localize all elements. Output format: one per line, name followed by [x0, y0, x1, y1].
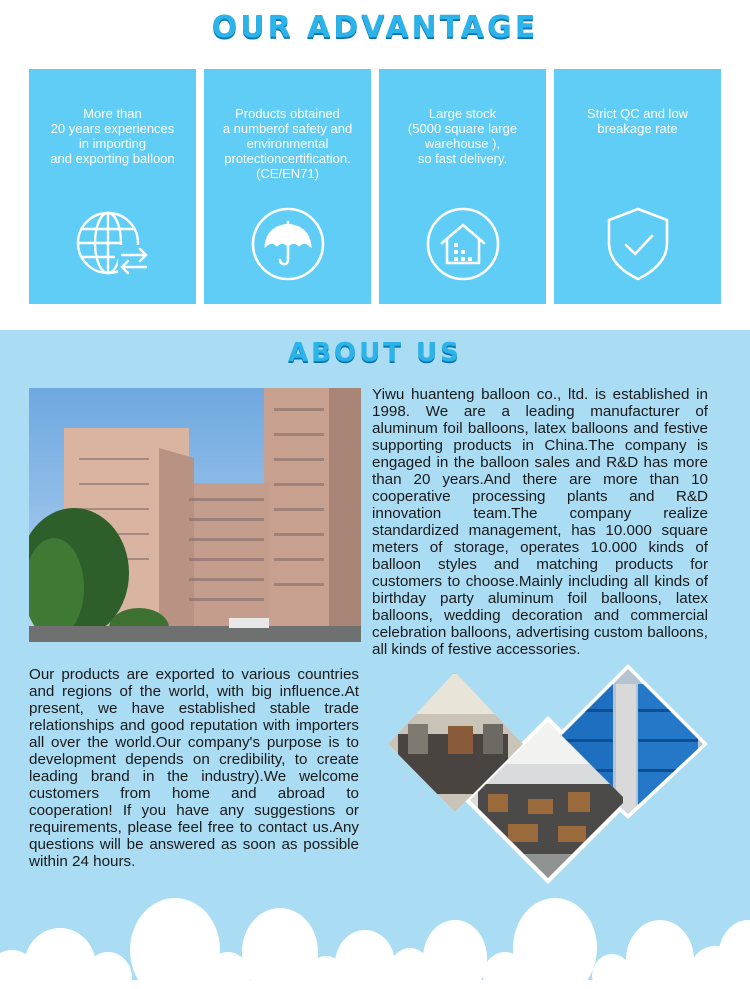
about-paragraph-2: Our products are exported to various countries and regions of the world, with big influence.At present, we have established stable trade relationships and good reputation with importers all over the world.Our company's purpose is to development depends on credibility, to create leading brand in the industry).We welcome customers from home and abroad to cooperation! If you have any suggestions or requirements, please feel free to contact us.Any questions will be answered as soon as possible within 24 hours. [29, 666, 359, 870]
factory-photo-collage [388, 664, 728, 890]
company-building-photo [29, 388, 361, 642]
about-section [0, 330, 750, 989]
advantage-card-quality [554, 69, 721, 304]
advantage-card-text: Products obtained a numberof safety and environmental protectioncertification. (CE/EN71) [222, 106, 353, 181]
umbrella-icon [249, 205, 327, 283]
advantage-card-text: More than 20 years experiences in importing and exporting balloon [50, 106, 175, 166]
advantage-card-experience [29, 69, 196, 304]
about-title: ABOUT US [288, 338, 462, 368]
cloud-decoration [0, 878, 750, 989]
warehouse-icon [424, 205, 502, 283]
about-paragraph-1: Yiwu huanteng balloon co., ltd. is established in 1998. We are a leading manufacturer of aluminum foil balloons, latex balloons and festive supporting products in China.The company is engaged in the balloon sales and R&D has more than 20 years.And there are more than 10 cooperative processing plants and R&D innovation team.The company realize standardized management, has 10.000 square meters of storage, operates 10.000 kinds of balloon styles and matching products for customers to choose.Mainly including all kinds of birthday party aluminum foil balloons, latex balloons, wedding decoration and commercial celebration balloons, advertising custom balloons, all kinds of festive accessories. [372, 386, 708, 658]
shield-check-icon [599, 205, 677, 283]
advantage-card-text: Large stock (5000 square large warehouse ), so fast delivery. [407, 106, 518, 166]
globe-exchange-icon [74, 205, 152, 283]
advantage-title: OUR ADVANTAGE [211, 10, 539, 45]
advantage-card-certification [204, 69, 371, 304]
advantage-cards [29, 69, 721, 304]
advantage-card-text: Strict QC and low breakage rate [586, 106, 689, 136]
advantage-card-stock [379, 69, 546, 304]
